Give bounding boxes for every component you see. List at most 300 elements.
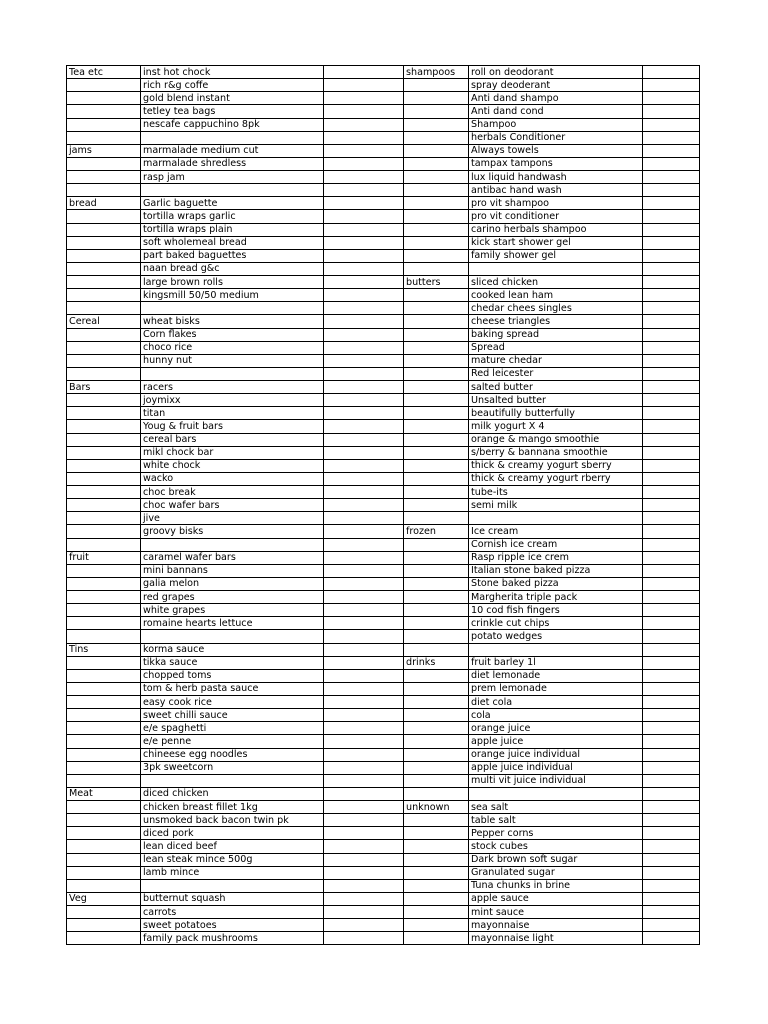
blank-cell[interactable] <box>324 761 404 774</box>
blank-cell[interactable] <box>643 696 700 709</box>
category-cell[interactable] <box>404 722 469 735</box>
category-cell[interactable] <box>67 866 141 879</box>
blank-cell[interactable] <box>643 289 700 302</box>
category-cell[interactable] <box>67 879 141 892</box>
blank-cell[interactable] <box>643 171 700 184</box>
category-cell[interactable] <box>67 394 141 407</box>
blank-cell[interactable] <box>324 892 404 905</box>
blank-cell[interactable] <box>643 827 700 840</box>
blank-cell[interactable] <box>643 748 700 761</box>
blank-cell[interactable] <box>324 276 404 289</box>
category-cell[interactable] <box>404 538 469 551</box>
category-cell[interactable] <box>67 486 141 499</box>
category-cell[interactable] <box>404 499 469 512</box>
blank-cell[interactable] <box>643 381 700 394</box>
blank-cell[interactable] <box>324 906 404 919</box>
item-cell[interactable] <box>469 643 643 656</box>
item-cell[interactable]: red grapes <box>141 591 324 604</box>
category-cell[interactable] <box>404 446 469 459</box>
blank-cell[interactable] <box>643 184 700 197</box>
item-cell[interactable]: e/e spaghetti <box>141 722 324 735</box>
category-cell[interactable] <box>404 236 469 249</box>
item-cell[interactable]: e/e penne <box>141 735 324 748</box>
category-cell[interactable] <box>404 367 469 380</box>
blank-cell[interactable] <box>643 118 700 131</box>
blank-cell[interactable] <box>324 814 404 827</box>
category-cell[interactable] <box>67 289 141 302</box>
blank-cell[interactable] <box>324 722 404 735</box>
category-cell[interactable] <box>67 118 141 131</box>
category-cell[interactable] <box>404 906 469 919</box>
item-cell[interactable]: white chock <box>141 459 324 472</box>
blank-cell[interactable] <box>643 210 700 223</box>
item-cell[interactable]: prem lemonade <box>469 682 643 695</box>
category-cell[interactable] <box>404 289 469 302</box>
item-cell[interactable]: romaine hearts lettuce <box>141 617 324 630</box>
item-cell[interactable]: Spread <box>469 341 643 354</box>
item-cell[interactable]: white grapes <box>141 604 324 617</box>
blank-cell[interactable] <box>324 407 404 420</box>
item-cell[interactable]: wheat bisks <box>141 315 324 328</box>
blank-cell[interactable] <box>324 394 404 407</box>
blank-cell[interactable] <box>324 512 404 525</box>
category-cell[interactable] <box>404 551 469 564</box>
item-cell[interactable]: diced pork <box>141 827 324 840</box>
blank-cell[interactable] <box>643 276 700 289</box>
category-cell[interactable] <box>67 262 141 275</box>
category-cell[interactable] <box>67 906 141 919</box>
category-cell[interactable] <box>67 853 141 866</box>
item-cell[interactable]: Italian stone baked pizza <box>469 564 643 577</box>
category-cell[interactable] <box>67 840 141 853</box>
item-cell[interactable]: korma sauce <box>141 643 324 656</box>
category-cell[interactable] <box>404 315 469 328</box>
category-cell[interactable]: shampoos <box>404 66 469 79</box>
item-cell[interactable]: cola <box>469 709 643 722</box>
category-cell[interactable] <box>67 328 141 341</box>
item-cell[interactable]: Stone baked pizza <box>469 577 643 590</box>
blank-cell[interactable] <box>324 801 404 814</box>
category-cell[interactable] <box>67 223 141 236</box>
item-cell[interactable]: Ice cream <box>469 525 643 538</box>
blank-cell[interactable] <box>643 512 700 525</box>
blank-cell[interactable] <box>324 577 404 590</box>
item-cell[interactable]: Tuna chunks in brine <box>469 879 643 892</box>
blank-cell[interactable] <box>643 302 700 315</box>
category-cell[interactable] <box>67 249 141 262</box>
item-cell[interactable]: Youg & fruit bars <box>141 420 324 433</box>
item-cell[interactable] <box>141 538 324 551</box>
blank-cell[interactable] <box>324 840 404 853</box>
category-cell[interactable] <box>404 879 469 892</box>
category-cell[interactable] <box>404 735 469 748</box>
category-cell[interactable] <box>67 210 141 223</box>
blank-cell[interactable] <box>643 682 700 695</box>
category-cell[interactable] <box>67 131 141 144</box>
item-cell[interactable]: sweet potatoes <box>141 919 324 932</box>
item-cell[interactable]: butternut squash <box>141 892 324 905</box>
item-cell[interactable]: Granulated sugar <box>469 866 643 879</box>
blank-cell[interactable] <box>324 79 404 92</box>
blank-cell[interactable] <box>324 262 404 275</box>
item-cell[interactable]: roll on deodorant <box>469 66 643 79</box>
item-cell[interactable]: Cornish ice cream <box>469 538 643 551</box>
category-cell[interactable]: Meat <box>67 787 141 800</box>
blank-cell[interactable] <box>643 66 700 79</box>
item-cell[interactable]: caramel wafer bars <box>141 551 324 564</box>
category-cell[interactable] <box>404 486 469 499</box>
category-cell[interactable] <box>67 525 141 538</box>
category-cell[interactable]: frozen <box>404 525 469 538</box>
item-cell[interactable]: jive <box>141 512 324 525</box>
category-cell[interactable] <box>67 801 141 814</box>
blank-cell[interactable] <box>324 669 404 682</box>
item-cell[interactable]: Anti dand shampo <box>469 92 643 105</box>
category-cell[interactable] <box>67 577 141 590</box>
blank-cell[interactable] <box>643 617 700 630</box>
blank-cell[interactable] <box>324 919 404 932</box>
blank-cell[interactable] <box>324 472 404 485</box>
item-cell[interactable] <box>469 787 643 800</box>
category-cell[interactable] <box>404 92 469 105</box>
blank-cell[interactable] <box>643 157 700 170</box>
item-cell[interactable]: stock cubes <box>469 840 643 853</box>
item-cell[interactable]: mayonnaise light <box>469 932 643 945</box>
item-cell[interactable]: hunny nut <box>141 354 324 367</box>
category-cell[interactable]: butters <box>404 276 469 289</box>
blank-cell[interactable] <box>324 617 404 630</box>
item-cell[interactable]: sea salt <box>469 801 643 814</box>
category-cell[interactable] <box>404 459 469 472</box>
item-cell[interactable]: orange & mango smoothie <box>469 433 643 446</box>
item-cell[interactable]: racers <box>141 381 324 394</box>
blank-cell[interactable] <box>324 499 404 512</box>
blank-cell[interactable] <box>643 433 700 446</box>
category-cell[interactable] <box>404 564 469 577</box>
category-cell[interactable] <box>404 748 469 761</box>
item-cell[interactable]: apple juice <box>469 735 643 748</box>
item-cell[interactable]: chedar chees singles <box>469 302 643 315</box>
category-cell[interactable] <box>67 617 141 630</box>
blank-cell[interactable] <box>643 564 700 577</box>
blank-cell[interactable] <box>643 79 700 92</box>
blank-cell[interactable] <box>324 92 404 105</box>
category-cell[interactable] <box>67 564 141 577</box>
item-cell[interactable]: lux liquid handwash <box>469 171 643 184</box>
blank-cell[interactable] <box>643 367 700 380</box>
item-cell[interactable]: apple juice individual <box>469 761 643 774</box>
blank-cell[interactable] <box>643 407 700 420</box>
category-cell[interactable] <box>404 932 469 945</box>
item-cell[interactable] <box>141 774 324 787</box>
item-cell[interactable]: choc break <box>141 486 324 499</box>
item-cell[interactable]: Rasp ripple ice crem <box>469 551 643 564</box>
category-cell[interactable] <box>67 591 141 604</box>
blank-cell[interactable] <box>324 709 404 722</box>
item-cell[interactable]: multi vit juice individual <box>469 774 643 787</box>
category-cell[interactable] <box>404 262 469 275</box>
category-cell[interactable] <box>67 499 141 512</box>
category-cell[interactable] <box>67 630 141 643</box>
item-cell[interactable]: diet lemonade <box>469 669 643 682</box>
blank-cell[interactable] <box>643 774 700 787</box>
category-cell[interactable] <box>67 682 141 695</box>
item-cell[interactable] <box>141 302 324 315</box>
item-cell[interactable]: galia melon <box>141 577 324 590</box>
item-cell[interactable]: chineese egg noodles <box>141 748 324 761</box>
blank-cell[interactable] <box>324 249 404 262</box>
item-cell[interactable]: cooked lean ham <box>469 289 643 302</box>
blank-cell[interactable] <box>324 171 404 184</box>
item-cell[interactable]: baking spread <box>469 328 643 341</box>
category-cell[interactable] <box>67 932 141 945</box>
category-cell[interactable] <box>404 577 469 590</box>
item-cell[interactable]: fruit barley 1l <box>469 656 643 669</box>
blank-cell[interactable] <box>324 131 404 144</box>
item-cell[interactable]: salted butter <box>469 381 643 394</box>
category-cell[interactable] <box>404 197 469 210</box>
category-cell[interactable] <box>404 354 469 367</box>
category-cell[interactable] <box>404 144 469 157</box>
blank-cell[interactable] <box>324 144 404 157</box>
blank-cell[interactable] <box>324 656 404 669</box>
item-cell[interactable]: spray deoderant <box>469 79 643 92</box>
category-cell[interactable] <box>67 722 141 735</box>
category-cell[interactable] <box>404 919 469 932</box>
category-cell[interactable]: Tea etc <box>67 66 141 79</box>
category-cell[interactable] <box>67 157 141 170</box>
category-cell[interactable] <box>404 131 469 144</box>
item-cell[interactable] <box>141 184 324 197</box>
blank-cell[interactable] <box>643 315 700 328</box>
category-cell[interactable] <box>404 512 469 525</box>
category-cell[interactable] <box>67 669 141 682</box>
blank-cell[interactable] <box>643 486 700 499</box>
blank-cell[interactable] <box>324 66 404 79</box>
blank-cell[interactable] <box>643 525 700 538</box>
category-cell[interactable] <box>67 656 141 669</box>
blank-cell[interactable] <box>324 866 404 879</box>
category-cell[interactable] <box>67 367 141 380</box>
item-cell[interactable]: orange juice <box>469 722 643 735</box>
item-cell[interactable]: rasp jam <box>141 171 324 184</box>
category-cell[interactable] <box>404 827 469 840</box>
category-cell[interactable] <box>404 105 469 118</box>
item-cell[interactable]: Corn flakes <box>141 328 324 341</box>
blank-cell[interactable] <box>324 486 404 499</box>
item-cell[interactable]: marmalade shredless <box>141 157 324 170</box>
item-cell[interactable]: Anti dand cond <box>469 105 643 118</box>
category-cell[interactable] <box>404 774 469 787</box>
category-cell[interactable] <box>67 354 141 367</box>
item-cell[interactable]: Red leicester <box>469 367 643 380</box>
blank-cell[interactable] <box>324 236 404 249</box>
category-cell[interactable]: Tins <box>67 643 141 656</box>
item-cell[interactable]: antibac hand wash <box>469 184 643 197</box>
item-cell[interactable]: mint sauce <box>469 906 643 919</box>
blank-cell[interactable] <box>324 223 404 236</box>
category-cell[interactable] <box>404 617 469 630</box>
blank-cell[interactable] <box>324 551 404 564</box>
category-cell[interactable] <box>67 341 141 354</box>
item-cell[interactable]: lean diced beef <box>141 840 324 853</box>
category-cell[interactable] <box>67 709 141 722</box>
blank-cell[interactable] <box>324 604 404 617</box>
blank-cell[interactable] <box>643 459 700 472</box>
item-cell[interactable]: choc wafer bars <box>141 499 324 512</box>
blank-cell[interactable] <box>324 735 404 748</box>
category-cell[interactable] <box>67 774 141 787</box>
item-cell[interactable]: diet cola <box>469 696 643 709</box>
blank-cell[interactable] <box>643 840 700 853</box>
blank-cell[interactable] <box>324 381 404 394</box>
blank-cell[interactable] <box>643 197 700 210</box>
category-cell[interactable] <box>404 853 469 866</box>
item-cell[interactable]: cheese triangles <box>469 315 643 328</box>
category-cell[interactable] <box>404 210 469 223</box>
blank-cell[interactable] <box>324 184 404 197</box>
category-cell[interactable] <box>404 643 469 656</box>
category-cell[interactable] <box>404 302 469 315</box>
item-cell[interactable]: easy cook rice <box>141 696 324 709</box>
item-cell[interactable]: choco rice <box>141 341 324 354</box>
blank-cell[interactable] <box>643 538 700 551</box>
blank-cell[interactable] <box>643 722 700 735</box>
category-cell[interactable]: Cereal <box>67 315 141 328</box>
item-cell[interactable]: sweet chilli sauce <box>141 709 324 722</box>
category-cell[interactable] <box>67 407 141 420</box>
item-cell[interactable]: family shower gel <box>469 249 643 262</box>
item-cell[interactable]: orange juice individual <box>469 748 643 761</box>
blank-cell[interactable] <box>324 459 404 472</box>
item-cell[interactable]: tikka sauce <box>141 656 324 669</box>
item-cell[interactable]: tom & herb pasta sauce <box>141 682 324 695</box>
blank-cell[interactable] <box>643 643 700 656</box>
item-cell[interactable]: marmalade medium cut <box>141 144 324 157</box>
item-cell[interactable]: Unsalted butter <box>469 394 643 407</box>
item-cell[interactable]: rich r&g coffe <box>141 79 324 92</box>
blank-cell[interactable] <box>643 630 700 643</box>
item-cell[interactable] <box>141 131 324 144</box>
category-cell[interactable]: Bars <box>67 381 141 394</box>
blank-cell[interactable] <box>643 866 700 879</box>
category-cell[interactable] <box>404 787 469 800</box>
item-cell[interactable]: tortilla wraps plain <box>141 223 324 236</box>
category-cell[interactable]: drinks <box>404 656 469 669</box>
blank-cell[interactable] <box>643 577 700 590</box>
category-cell[interactable] <box>67 814 141 827</box>
blank-cell[interactable] <box>643 341 700 354</box>
category-cell[interactable]: bread <box>67 197 141 210</box>
blank-cell[interactable] <box>324 105 404 118</box>
category-cell[interactable] <box>67 827 141 840</box>
category-cell[interactable] <box>404 761 469 774</box>
blank-cell[interactable] <box>324 302 404 315</box>
category-cell[interactable] <box>404 709 469 722</box>
item-cell[interactable]: Garlic baguette <box>141 197 324 210</box>
blank-cell[interactable] <box>643 551 700 564</box>
blank-cell[interactable] <box>324 525 404 538</box>
item-cell[interactable]: groovy bisks <box>141 525 324 538</box>
category-cell[interactable] <box>67 748 141 761</box>
blank-cell[interactable] <box>643 591 700 604</box>
blank-cell[interactable] <box>324 367 404 380</box>
item-cell[interactable]: crinkle cut chips <box>469 617 643 630</box>
blank-cell[interactable] <box>324 197 404 210</box>
category-cell[interactable] <box>67 302 141 315</box>
blank-cell[interactable] <box>324 210 404 223</box>
item-cell[interactable]: herbals Conditioner <box>469 131 643 144</box>
blank-cell[interactable] <box>643 853 700 866</box>
category-cell[interactable] <box>67 79 141 92</box>
item-cell[interactable]: Shampoo <box>469 118 643 131</box>
item-cell[interactable] <box>141 879 324 892</box>
blank-cell[interactable] <box>643 92 700 105</box>
item-cell[interactable]: table salt <box>469 814 643 827</box>
item-cell[interactable]: beautifully butterfully <box>469 407 643 420</box>
item-cell[interactable]: chicken breast fillet 1kg <box>141 801 324 814</box>
category-cell[interactable] <box>404 591 469 604</box>
category-cell[interactable] <box>67 433 141 446</box>
blank-cell[interactable] <box>643 354 700 367</box>
item-cell[interactable] <box>469 262 643 275</box>
blank-cell[interactable] <box>643 814 700 827</box>
category-cell[interactable] <box>404 118 469 131</box>
blank-cell[interactable] <box>324 564 404 577</box>
category-cell[interactable] <box>67 459 141 472</box>
category-cell[interactable] <box>67 171 141 184</box>
category-cell[interactable] <box>404 341 469 354</box>
blank-cell[interactable] <box>324 879 404 892</box>
item-cell[interactable]: unsmoked back bacon twin pk <box>141 814 324 827</box>
item-cell[interactable]: lean steak mince 500g <box>141 853 324 866</box>
item-cell[interactable]: large brown rolls <box>141 276 324 289</box>
blank-cell[interactable] <box>643 879 700 892</box>
blank-cell[interactable] <box>324 315 404 328</box>
category-cell[interactable] <box>404 157 469 170</box>
category-cell[interactable] <box>404 866 469 879</box>
blank-cell[interactable] <box>643 236 700 249</box>
blank-cell[interactable] <box>324 538 404 551</box>
item-cell[interactable]: titan <box>141 407 324 420</box>
item-cell[interactable]: tampax tampons <box>469 157 643 170</box>
category-cell[interactable]: fruit <box>67 551 141 564</box>
item-cell[interactable]: s/berry & bannana smoothie <box>469 446 643 459</box>
category-cell[interactable] <box>67 472 141 485</box>
item-cell[interactable]: Pepper corns <box>469 827 643 840</box>
blank-cell[interactable] <box>643 801 700 814</box>
category-cell[interactable] <box>67 735 141 748</box>
category-cell[interactable] <box>67 604 141 617</box>
item-cell[interactable]: tortilla wraps garlic <box>141 210 324 223</box>
item-cell[interactable]: 3pk sweetcorn <box>141 761 324 774</box>
item-cell[interactable]: sliced chicken <box>469 276 643 289</box>
blank-cell[interactable] <box>643 223 700 236</box>
item-cell[interactable]: tube-its <box>469 486 643 499</box>
blank-cell[interactable] <box>643 669 700 682</box>
item-cell[interactable]: mini bannans <box>141 564 324 577</box>
blank-cell[interactable] <box>643 892 700 905</box>
item-cell[interactable]: thick & creamy yogurt sberry <box>469 459 643 472</box>
blank-cell[interactable] <box>324 787 404 800</box>
blank-cell[interactable] <box>643 656 700 669</box>
blank-cell[interactable] <box>643 735 700 748</box>
category-cell[interactable] <box>67 512 141 525</box>
category-cell[interactable] <box>404 249 469 262</box>
blank-cell[interactable] <box>643 131 700 144</box>
category-cell[interactable] <box>404 79 469 92</box>
category-cell[interactable] <box>67 105 141 118</box>
